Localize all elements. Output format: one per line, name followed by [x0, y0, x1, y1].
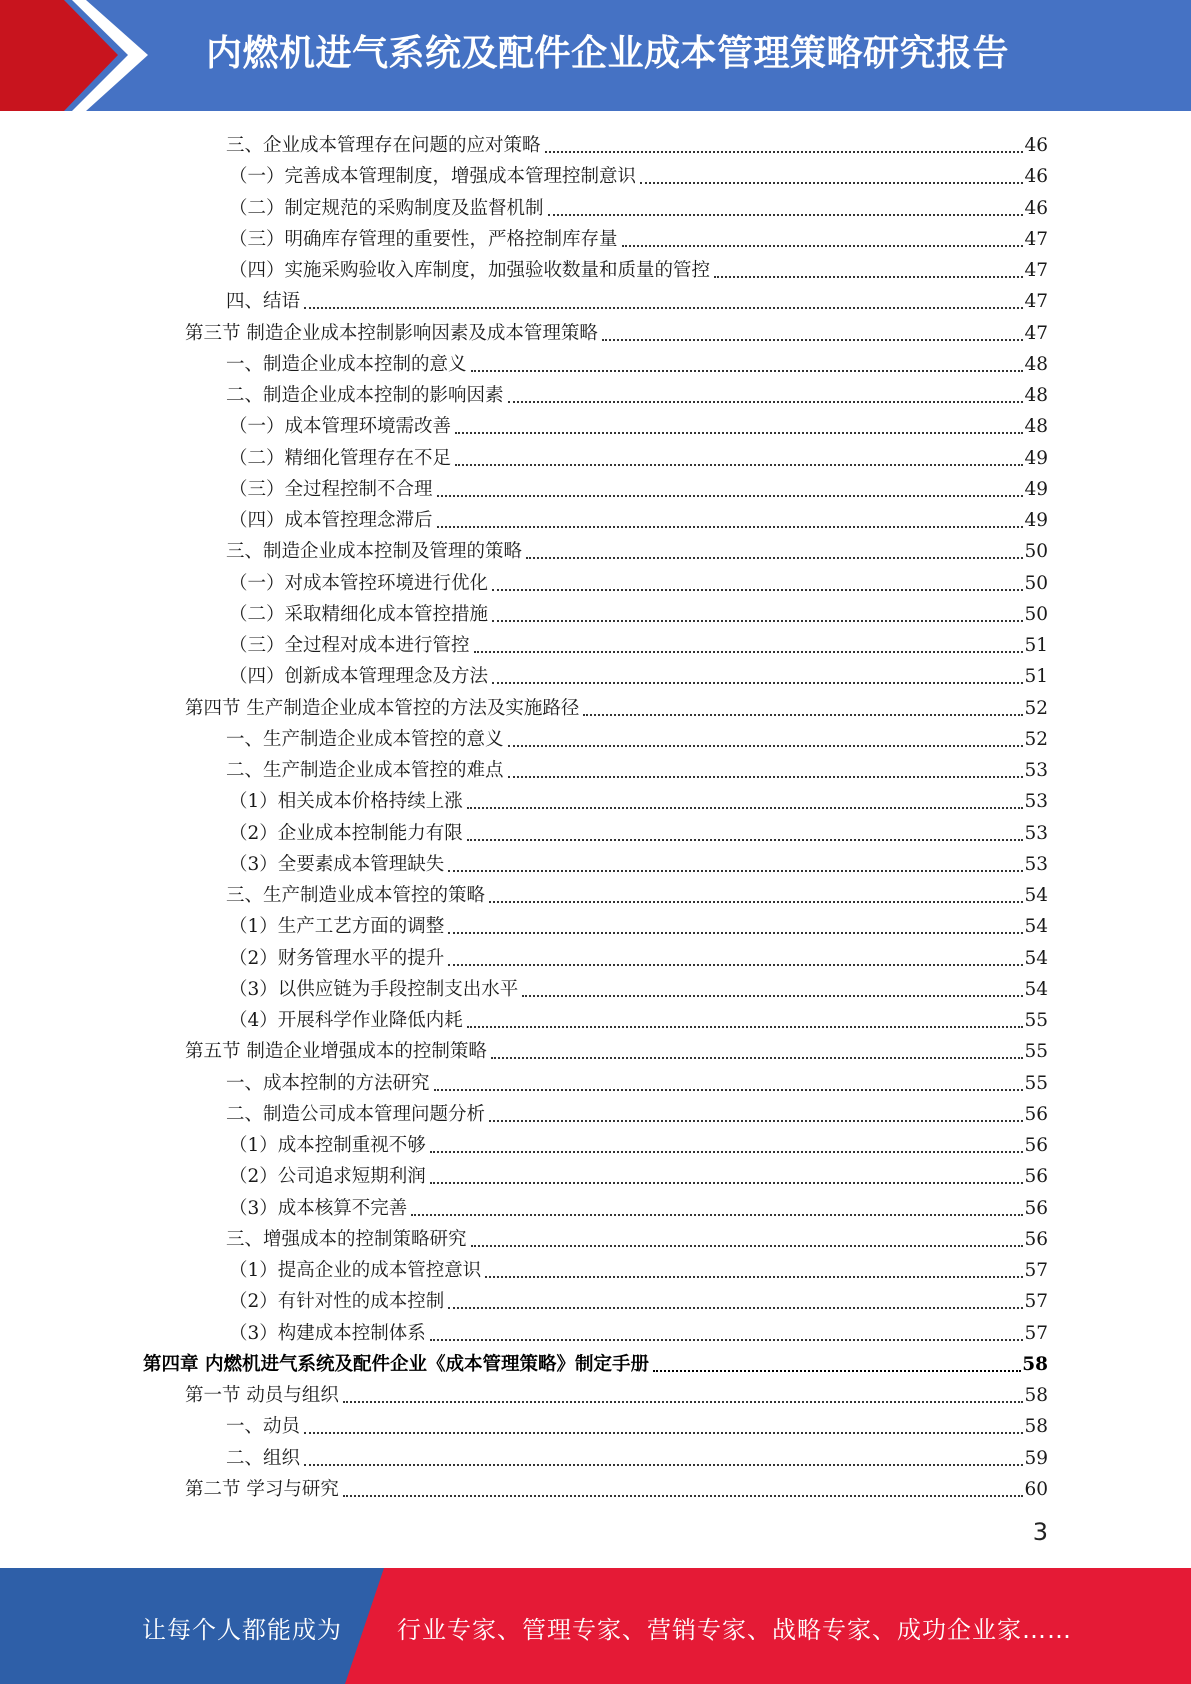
toc-entry-page: 59 [1024, 1447, 1048, 1469]
toc-entry-page: 58 [1022, 1353, 1048, 1375]
toc-entry[interactable] [226, 128, 1048, 159]
toc-dot-leader [437, 495, 1024, 497]
toc-dot-leader [653, 1370, 1021, 1372]
toc-entry-page: 49 [1024, 478, 1048, 500]
toc-dot-leader [485, 1276, 1023, 1278]
toc-entry-label: （2）财务管理水平的提升 [229, 947, 445, 969]
toc-entry-page: 56 [1024, 1103, 1048, 1125]
toc-entry-label: 二、生产制造企业成本管控的难点 [226, 760, 504, 781]
toc-dot-leader [448, 964, 1023, 966]
toc-entry[interactable] [229, 1284, 1048, 1315]
toc-entry-label: 一、成本控制的方法研究 [226, 1072, 430, 1094]
toc-entry-page: 60 [1024, 1478, 1048, 1500]
toc-entry-label: 第五节 制造企业增强成本的控制策略 [185, 1041, 487, 1063]
toc-dot-leader [455, 432, 1023, 434]
toc-dot-leader [489, 901, 1023, 903]
toc-entry-page: 48 [1024, 416, 1048, 438]
toc-entry-page: 50 [1024, 572, 1048, 594]
toc-entry-label: （1）生产工艺方面的调整 [229, 916, 445, 938]
toc-entry-label: 二、组织 [226, 1447, 301, 1469]
toc-entry[interactable] [229, 909, 1048, 940]
toc-dot-leader [467, 1026, 1024, 1028]
toc-entry[interactable] [226, 1409, 1048, 1440]
toc-entry-label: （二）精细化管理存在不足 [229, 447, 452, 469]
toc-dot-leader [508, 401, 1024, 403]
toc-entry-page: 51 [1024, 666, 1048, 688]
toc-entry[interactable] [226, 378, 1048, 409]
toc-entry-page: 53 [1024, 760, 1048, 781]
toc-entry-label: （2）企业成本控制能力有限 [229, 822, 463, 844]
toc-entry-page: 51 [1024, 635, 1048, 656]
toc-entry-label: 第三节 制造企业成本控制影响因素及成本管理策略 [185, 322, 598, 344]
toc-entry[interactable] [229, 159, 1048, 190]
toc-entry-label: （1）提高企业的成本管控意识 [229, 1260, 482, 1281]
toc-entry-label: 二、制造企业成本控制的影响因素 [226, 385, 504, 406]
toc-entry[interactable] [229, 191, 1048, 222]
toc-entry-label: 一、制造企业成本控制的意义 [226, 353, 467, 375]
toc-entry[interactable] [229, 222, 1048, 253]
toc-entry-page: 48 [1024, 385, 1048, 406]
toc-entry[interactable] [185, 1034, 1048, 1065]
toc-entry-label: （3）以供应链为手段控制支出水平 [229, 978, 519, 1000]
toc-dot-leader [471, 1245, 1024, 1247]
toc-entry-label: （3）构建成本控制体系 [229, 1322, 426, 1344]
toc-entry-page: 56 [1024, 1166, 1048, 1188]
toc-entry-label: 一、动员 [226, 1416, 301, 1438]
toc-entry-page: 56 [1024, 1228, 1048, 1250]
toc-dot-leader [411, 1214, 1023, 1216]
toc-dot-leader [640, 182, 1023, 184]
toc-entry[interactable] [226, 534, 1048, 565]
toc-dot-leader [467, 839, 1024, 841]
toc-entry-label: 三、制造企业成本控制及管理的策略 [226, 541, 523, 563]
toc-entry[interactable] [229, 441, 1048, 472]
toc-entry-page: 50 [1024, 603, 1048, 625]
toc-entry-label: 四、结语 [226, 291, 301, 313]
toc-dot-leader [489, 1120, 1023, 1122]
toc-entry[interactable] [226, 753, 1048, 784]
toc-entry-label: 第二节 学习与研究 [185, 1478, 339, 1500]
toc-entry-label: （1）相关成本价格持续上涨 [229, 791, 463, 813]
toc-entry-page: 56 [1024, 1197, 1048, 1219]
toc-entry-label: （1）成本控制重视不够 [229, 1135, 426, 1156]
toc-entry[interactable] [229, 816, 1048, 847]
toc-entry-page: 53 [1024, 791, 1048, 813]
toc-entry[interactable] [226, 347, 1048, 378]
footer-slogan-right: 行业专家、管理专家、营销专家、战略专家、成功企业家…… [397, 1616, 1072, 1644]
toc-entry-page: 57 [1024, 1322, 1048, 1344]
toc-entry-page: 52 [1024, 728, 1048, 750]
toc-dot-leader [583, 714, 1023, 716]
toc-dot-leader [492, 589, 1023, 591]
toc-entry[interactable] [229, 597, 1048, 628]
toc-entry-page: 46 [1024, 135, 1048, 156]
toc-entry[interactable] [229, 847, 1048, 878]
toc-entry-label: 三、生产制造业成本管控的策略 [226, 885, 486, 906]
arrow-decoration-icon [0, 0, 160, 111]
toc-entry-label: （三）明确库存管理的重要性，严格控制库存量 [229, 228, 618, 250]
toc-entry[interactable] [229, 253, 1048, 284]
toc-entry-page: 54 [1024, 978, 1048, 1000]
toc-entry-page: 55 [1024, 1072, 1048, 1094]
toc-dot-leader [471, 370, 1024, 372]
toc-entry[interactable] [229, 1253, 1048, 1284]
toc-entry[interactable] [229, 628, 1048, 659]
footer-slogan-left: 让每个人都能成为 [142, 1616, 342, 1644]
toc-dot-leader [474, 651, 1024, 653]
toc-entry-label: 第一节 动员与组织 [185, 1385, 339, 1406]
toc-dot-leader [492, 682, 1023, 684]
toc-entry[interactable] [185, 691, 1048, 722]
page-number: 3 [1032, 1518, 1048, 1546]
toc-entry-page: 54 [1024, 885, 1048, 906]
toc-entry-page: 53 [1024, 853, 1048, 875]
toc-entry[interactable] [226, 284, 1048, 315]
toc-entry-label: （四）创新成本管理理念及方法 [229, 666, 489, 688]
toc-entry-label: （一）成本管理环境需改善 [229, 416, 452, 438]
toc-dot-leader [448, 932, 1023, 934]
toc-entry[interactable] [226, 1441, 1048, 1472]
toc-entry-label: （2）公司追求短期利润 [229, 1166, 426, 1188]
toc-entry-label: 第四章 内燃机进气系统及配件企业《成本管理策略》制定手册 [143, 1353, 649, 1375]
toc-entry-label: 一、生产制造企业成本管控的意义 [226, 728, 504, 750]
toc-dot-leader [304, 1464, 1023, 1466]
toc-entry-page: 55 [1024, 1010, 1048, 1031]
toc-entry-label: （三）全过程控制不合理 [229, 478, 433, 500]
toc-entry[interactable] [226, 878, 1048, 909]
toc-dot-leader [508, 776, 1024, 778]
toc-entry[interactable] [185, 316, 1048, 347]
toc-entry[interactable] [229, 472, 1048, 503]
toc-entry-label: 三、增强成本的控制策略研究 [226, 1228, 467, 1250]
toc-entry-label: （3）成本核算不完善 [229, 1197, 408, 1219]
toc-entry[interactable] [229, 784, 1048, 815]
toc-dot-leader [522, 995, 1023, 997]
toc-entry[interactable] [229, 409, 1048, 440]
toc-entry-label: （三）全过程对成本进行管控 [229, 635, 470, 656]
toc-entry-label: （四）实施采购验收入库制度，加强验收数量和质量的管控 [229, 260, 711, 281]
toc-entry[interactable] [229, 1003, 1048, 1034]
toc-entry[interactable] [226, 1222, 1048, 1253]
toc-entry-page: 48 [1024, 353, 1048, 375]
header-banner [0, 0, 1191, 111]
toc-dot-leader [343, 1495, 1024, 1497]
toc-entry-label: 二、制造公司成本管理问题分析 [226, 1103, 486, 1125]
toc-entry[interactable] [229, 1128, 1048, 1159]
toc-entry-label: （一）完善成本管理制度，增强成本管理控制意识 [229, 166, 637, 188]
toc-entry-page: 55 [1024, 1041, 1048, 1063]
toc-dot-leader [508, 745, 1024, 747]
toc-entry-page: 46 [1024, 197, 1048, 219]
toc-dot-leader [622, 245, 1024, 247]
toc-dot-leader [548, 214, 1024, 216]
toc-dot-leader [467, 807, 1024, 809]
toc-entry-page: 47 [1024, 291, 1048, 313]
toc-entry-label: （2）有针对性的成本控制 [229, 1291, 445, 1313]
toc-dot-leader [545, 151, 1024, 153]
report-title: 内燃机进气系统及配件企业成本管理策略研究报告 [206, 33, 1010, 74]
toc-entry-page: 57 [1024, 1291, 1048, 1313]
toc-entry[interactable] [229, 566, 1048, 597]
toc-entry-page: 49 [1024, 447, 1048, 469]
toc-dot-leader [430, 1182, 1024, 1184]
toc-entry[interactable] [226, 1066, 1048, 1097]
toc-dot-leader [304, 307, 1023, 309]
toc-dot-leader [602, 339, 1024, 341]
toc-entry-label: （二）制定规范的采购制度及监督机制 [229, 197, 544, 219]
toc-entry[interactable] [226, 1097, 1048, 1128]
toc-entry[interactable] [226, 722, 1048, 753]
toc-entry-label: （二）采取精细化成本管控措施 [229, 603, 489, 625]
toc-entry[interactable] [229, 972, 1048, 1003]
toc-entry-page: 57 [1024, 1260, 1048, 1281]
toc-entry-page: 58 [1024, 1416, 1048, 1438]
toc-entry-page: 52 [1024, 697, 1048, 719]
toc-entry[interactable] [229, 1316, 1048, 1347]
toc-entry-label: （四）成本管控理念滞后 [229, 510, 433, 531]
toc-dot-leader [430, 1151, 1024, 1153]
toc-dot-leader [491, 1057, 1024, 1059]
toc-dot-leader [526, 557, 1023, 559]
toc-entry-page: 49 [1024, 510, 1048, 531]
toc-entry-page: 47 [1024, 260, 1048, 281]
toc-entry[interactable] [229, 1159, 1048, 1190]
toc-dot-leader [455, 464, 1023, 466]
toc-entry[interactable] [185, 1378, 1048, 1409]
toc-entry-page: 56 [1024, 1135, 1048, 1156]
toc-entry-label: 三、企业成本管理存在问题的应对策略 [226, 135, 541, 156]
toc-entry[interactable] [229, 1191, 1048, 1222]
toc-entry[interactable] [229, 659, 1048, 690]
toc-dot-leader [343, 1401, 1024, 1403]
toc-dot-leader [430, 1339, 1024, 1341]
toc-dot-leader [714, 276, 1023, 278]
toc-dot-leader [492, 620, 1023, 622]
toc-dot-leader [304, 1432, 1023, 1434]
toc-entry-label: 第四节 生产制造企业成本管控的方法及实施路径 [185, 697, 580, 719]
toc-entry-label: （3）全要素成本管理缺失 [229, 853, 445, 875]
toc-dot-leader [434, 1089, 1024, 1091]
toc-entry[interactable] [143, 1347, 1048, 1378]
toc-dot-leader [437, 526, 1024, 528]
toc-entry-page: 50 [1024, 541, 1048, 563]
toc-entry[interactable] [229, 503, 1048, 534]
toc-entry-page: 47 [1024, 228, 1048, 250]
toc-entry-label: （一）对成本管控环境进行优化 [229, 572, 489, 594]
toc-entry[interactable] [229, 941, 1048, 972]
toc-entry-page: 46 [1024, 166, 1048, 188]
toc-entry-page: 58 [1024, 1385, 1048, 1406]
toc-entry[interactable] [185, 1472, 1048, 1503]
toc-entry-label: （4）开展科学作业降低内耗 [229, 1010, 463, 1031]
footer-banner [0, 1568, 1191, 1684]
toc-entry-page: 53 [1024, 822, 1048, 844]
toc-dot-leader [448, 870, 1023, 872]
toc-entry-page: 47 [1024, 322, 1048, 344]
toc-entry-page: 54 [1024, 947, 1048, 969]
toc-dot-leader [448, 1307, 1023, 1309]
toc-entry-page: 54 [1024, 916, 1048, 938]
